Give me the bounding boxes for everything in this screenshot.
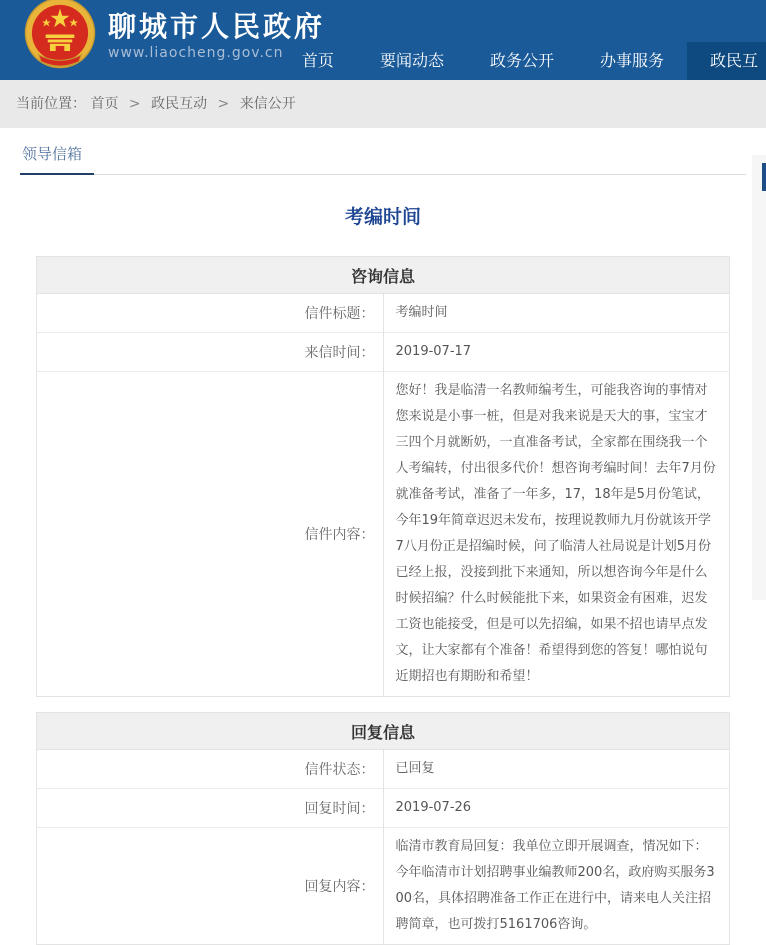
table-row (37, 372, 730, 697)
nav-item-news[interactable]: 要闻动态 (379, 51, 444, 70)
page-title: 考编时间 (344, 206, 421, 228)
floating-panel-handle[interactable] (762, 163, 766, 191)
inquiry-section-title: 咨询信息 (37, 257, 730, 294)
tab-bar (20, 128, 746, 175)
letter-title-value: 考编时间 (395, 305, 448, 320)
content-area (0, 128, 766, 945)
table-row (37, 750, 730, 789)
reply-date-value: 2019-07-26 (395, 800, 472, 815)
floating-side-panel[interactable] (752, 155, 766, 600)
table-row (37, 333, 730, 372)
letter-date-label: 来信时间： (37, 333, 384, 372)
reply-section-header (37, 713, 730, 750)
site-title: 聊城市人民政府 (108, 10, 326, 43)
reply-content-value: 临清市教育局回复：我单位立即开展调查，情况如下：今年临清市计划招聘事业编教师200名，政府购买服务300名，具体招聘准备工作正在进行中，请来电人关注招聘简章，也可拨打5161706咨询。 (395, 839, 715, 932)
inquiry-section-header (37, 257, 730, 294)
table-row (37, 294, 730, 333)
letter-content-value: 您好！我是临清一名教师编考生，可能我咨询的事情对您来说是小事一桩，但是对我来说是天大的事，宝宝才三四个月就断奶，一直准备考试，全家都在围绕我一个人考编转，付出很多代价！想咨询考编时间！去年7月份就准备考试，准备了一年多，17，18年是5月份笔试，今年19年简章迟迟未发布，按理说教师九月份就该开学7八月份正是招编时候，问了临清人社局说是计划5月份已经上报，没接到批下来通知，所以想咨询今年是什么时候招编？什么时候能批下来，如果资金有困难，迟发工资也能接受，但是可以先招编，如果不招也请早点发文，让大家都有个准备！希望得到您的答复！哪怕说句近期招也有期盼和希望！ (395, 383, 716, 684)
letter-title-label: 信件标题： (37, 294, 384, 333)
letter-content-label: 信件内容： (37, 372, 384, 697)
breadcrumb-separator: > (217, 96, 230, 112)
reply-content-label: 回复内容： (37, 828, 384, 945)
breadcrumb-prefix: 当前位置： (16, 96, 86, 112)
breadcrumb-link-interaction[interactable]: 政民互动 (151, 96, 208, 112)
site-url: www.liaocheng.gov.cn (108, 45, 284, 61)
tab-leader-mailbox[interactable]: 领导信箱 (20, 128, 94, 175)
nav-item-interaction[interactable]: 政民互 (687, 42, 766, 80)
breadcrumb-link-letters[interactable]: 来信公开 (239, 96, 296, 112)
reply-status-value: 已回复 (395, 761, 435, 776)
national-emblem-icon (24, 0, 96, 69)
site-header (0, 0, 766, 80)
breadcrumb-separator: > (128, 96, 141, 112)
nav-item-gov-open[interactable]: 政务公开 (489, 51, 554, 70)
inquiry-table (36, 256, 730, 697)
nav-item-services[interactable]: 办事服务 (599, 51, 664, 70)
table-row (37, 789, 730, 828)
reply-section-title: 回复信息 (37, 713, 730, 750)
main-nav (279, 42, 766, 80)
table-row (37, 828, 730, 945)
breadcrumb (0, 80, 766, 128)
reply-table (36, 712, 730, 945)
reply-status-label: 信件状态： (37, 750, 384, 789)
breadcrumb-link-home[interactable]: 首页 (90, 96, 119, 112)
reply-date-label: 回复时间： (37, 789, 384, 828)
nav-item-home[interactable]: 首页 (301, 51, 334, 70)
letter-date-value: 2019-07-17 (395, 344, 472, 359)
